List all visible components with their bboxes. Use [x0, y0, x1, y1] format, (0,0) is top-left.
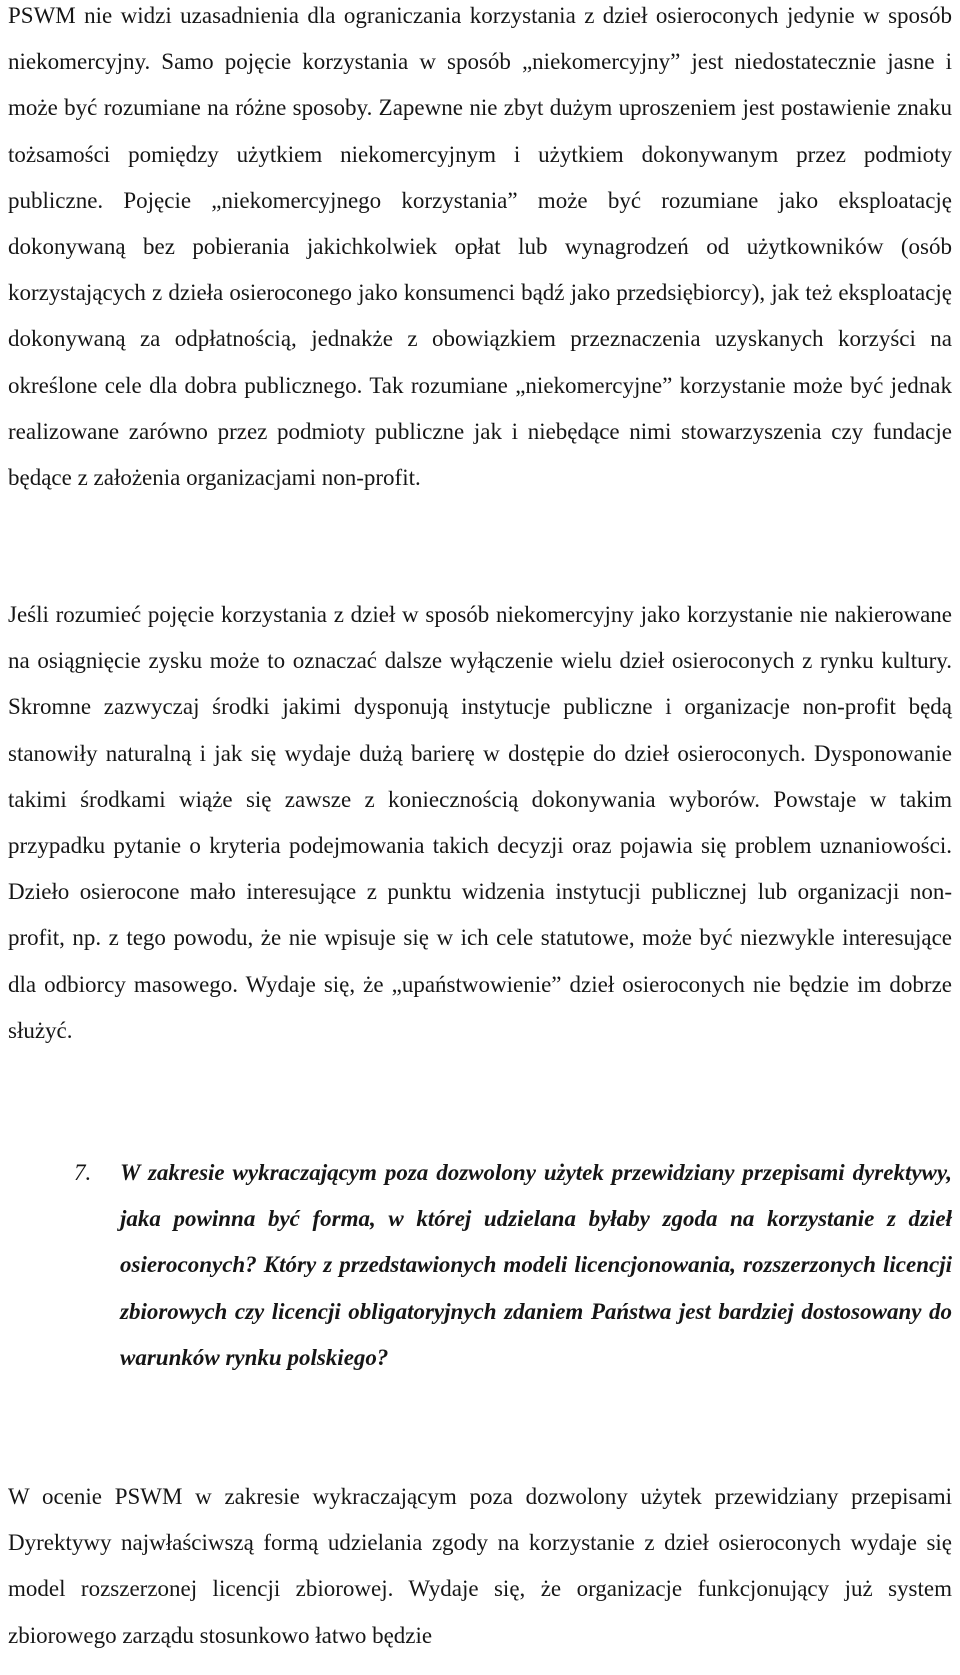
body-paragraph: Jeśli rozumieć pojęcie korzystania z dzieł w sposób niekomercyjny jako korzystanie nie nakierowane na osiągnięcie zysku może to oznaczać dalsze wyłączenie wielu dzieł osieroconych z rynku kultury. Skromne zazwyczaj środki jakimi dysponują instytucje publiczne i organizacje non-profit będą stanowiły naturalną i jak się wydaje dużą barierę w dostępie do dzieł osieroconych. Dysponowanie takimi środkami wiąże się zawsze z koniecznością dokonywania wyborów. Powstaje w takim przypadku pytanie o kryteria podejmowania takich decyzji oraz pojawia się problem uznaniowości. Dzieło osierocone mało interesujące z punktu widzenia instytucji publicznej lub organizacji non-profit, np. z tego powodu, że nie wpisuje się w ich cele statutowe, może być niezwykle interesujące dla odbiorcy masowego. Wydaje się, że „upaństwowienie” dzieł osieroconych nie będzie im dobrze służyć. — [8, 602, 952, 1043]
question-text: W zakresie wykraczającym poza dozwolony użytek przewidziany przepisami dyrektywy, jaka powinna być forma, w której udzielana byłaby zgoda na korzystanie z dzieł osieroconych? Który z przedstawionych modeli licencjonowania, rozszerzonych licencji zbiorowych czy licencji obligatoryjnych zdaniem Państwa jest bardziej dostosowany do warunków rynku polskiego? — [120, 1160, 952, 1370]
answer-paragraph: W ocenie PSWM w zakresie wykraczającym poza dozwolony użytek przewidziany przepisami Dyrektywy najwłaściwszą formą udzielania zgody na korzystanie z dzieł osieroconych wydaje się model rozszerzonej licencji zbiorowej. Wydaje się, że organizacje funkcjonujący już system zbiorowego zarządu stosunkowo łatwo będzie — [8, 1484, 952, 1648]
question-number: 7. — [74, 1160, 92, 1185]
body-paragraph: PSWM nie widzi uzasadnienia dla ograniczania korzystania z dzieł osieroconych jedynie w sposób niekomercyjny. Samo pojęcie korzystania w sposób „niekomercyjny” jest niedostatecznie jasne i może być rozumiane na różne sposoby. Zapewne nie zbyt dużym uproszeniem jest postawienie znaku tożsamości pomiędzy użytkiem niekomercyjnym i użytkiem dokonywanym przez podmioty publiczne. Pojęcie „niekomercyjnego korzystania” może być rozumiane jako eksploatację dokonywaną bez pobierania jakichkolwiek opłat lub wynagrodzeń od użytkowników (osób korzystających z dzieła osieroconego jako konsumenci bądź jako przedsiębiorcy), jak też eksploatację dokonywaną za odpłatnością, jednakże z obowiązkiem przeznaczenia uzyskanych korzyści na określone cele dla dobra publicznego. Tak rozumiane „niekomercyjne” korzystanie może być jednak realizowane zarówno przez podmioty publiczne jak i niebędące nimi stowarzyszenia czy fundacje będące z założenia organizacjami non-profit. — [8, 3, 952, 491]
